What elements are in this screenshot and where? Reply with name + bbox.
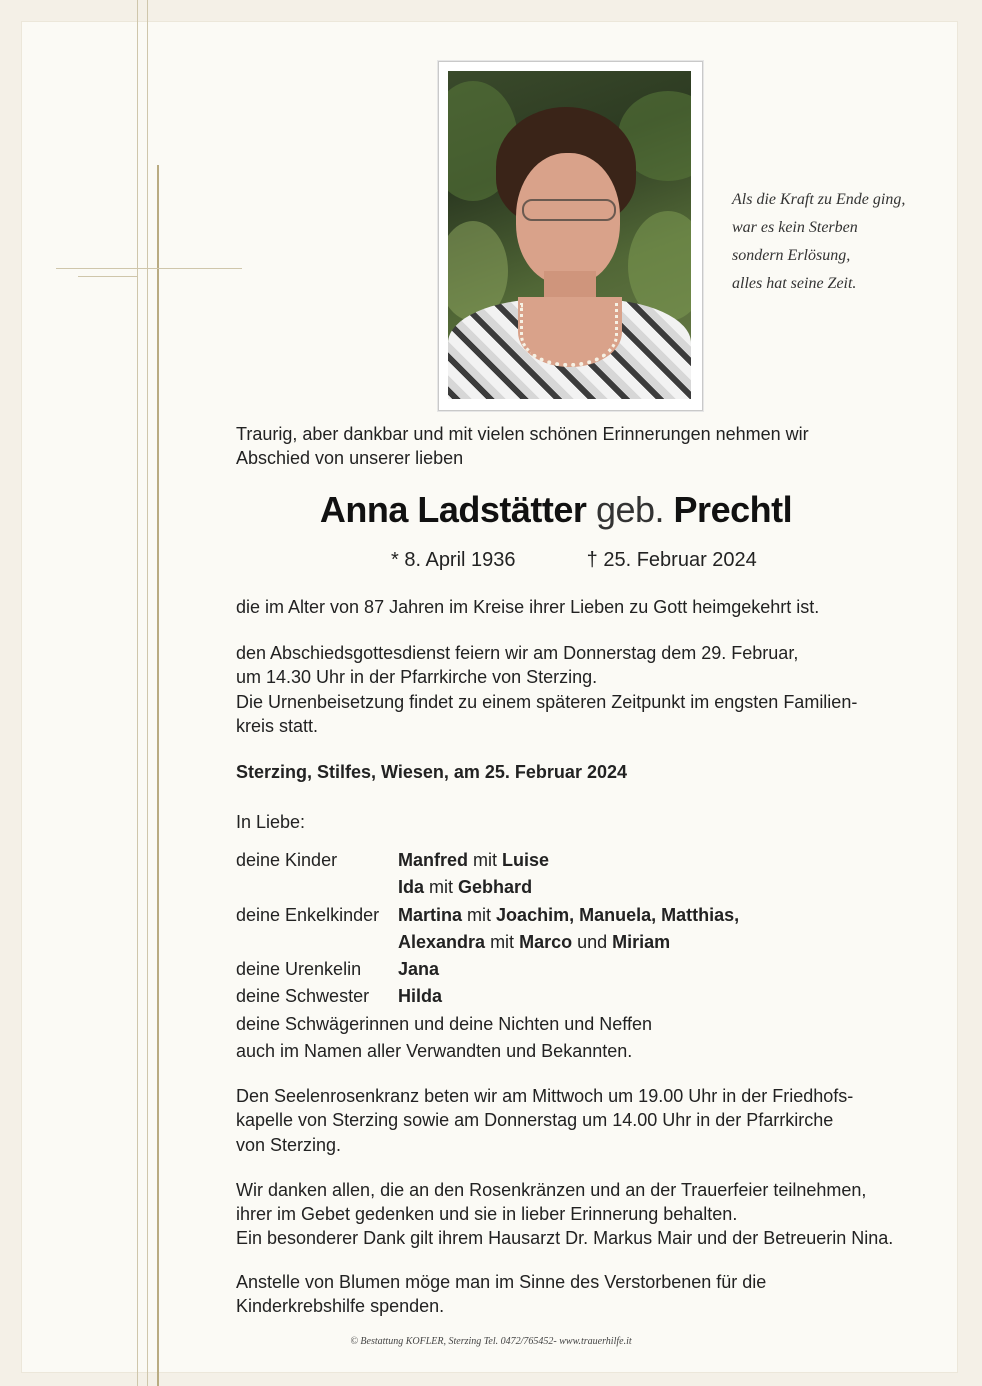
family-name: Alexandra xyxy=(398,932,486,952)
deceased-first-name: Anna Ladstätter xyxy=(319,489,587,530)
family-row-enkel-2 xyxy=(236,929,670,956)
family-connector: und xyxy=(577,932,608,952)
cross-vertical-line xyxy=(157,165,159,1386)
thanks-line: Wir danken allen, die an den Rosenkränzen und an der Trauerfeier teilnehmen, xyxy=(236,1180,867,1200)
cross-horizontal-line xyxy=(56,268,242,269)
family-name: Luise xyxy=(502,850,550,870)
service-line: den Abschiedsgottesdienst feiern wir am Donnerstag dem 29. Februar, xyxy=(236,643,799,663)
family-name: Ida xyxy=(398,877,425,897)
thanks-line: ihrer im Gebet gedenken und sie in lieber Erinnerung behalten. xyxy=(236,1204,738,1224)
death-date: † 25. Februar 2024 xyxy=(586,549,757,571)
family-row-schwester xyxy=(236,983,442,1010)
life-dates xyxy=(391,548,757,573)
rosary-line: von Sterzing. xyxy=(236,1135,342,1155)
service-line: um 14.30 Uhr in der Pfarrkirche von Sterzing. xyxy=(236,667,598,687)
family-connector: mit xyxy=(467,905,492,925)
family-name: Miriam xyxy=(612,932,671,952)
family-role: deine Schwester xyxy=(236,986,370,1006)
flowers-line: Anstelle von Blumen möge man im Sinne des Verstorbenen für die xyxy=(236,1272,767,1292)
geb-label: geb. xyxy=(595,489,665,530)
border-line-left-2 xyxy=(147,0,148,1386)
intro-line: Traurig, aber dankbar und mit vielen schönen Erinnerungen nehmen wir xyxy=(236,424,809,444)
family-row-enkel xyxy=(236,902,739,929)
poem-line: alles hat seine Zeit. xyxy=(732,275,857,292)
border-line-left xyxy=(137,0,138,1386)
poem-line: Als die Kraft zu Ende ging, xyxy=(732,191,906,208)
family-line: deine Schwägerinnen und deine Nichten und Neffen xyxy=(236,1014,652,1034)
family-name: Joachim, Manuela, Matthias, xyxy=(496,905,740,925)
birth-date: * 8. April 1936 xyxy=(391,549,516,571)
family-row-kinder xyxy=(236,847,549,874)
family-connector: mit xyxy=(473,850,498,870)
family-role: deine Urenkelin xyxy=(236,959,362,979)
intro-line: Abschied von unserer lieben xyxy=(236,448,464,468)
family-connector: mit xyxy=(490,932,515,952)
funeral-home-footer: © Bestattung KOFLER, Sterzing Tel. 0472/765452- www.trauerhilfe.it xyxy=(350,1336,632,1347)
portrait-frame xyxy=(438,61,703,411)
cross-horizontal-line-2 xyxy=(78,276,138,277)
service-line: Die Urnenbeisetzung findet zu einem späteren Zeitpunkt im engsten Familien- xyxy=(236,692,858,712)
thanks-line: Ein besonderer Dank gilt ihrem Hausarzt Dr. Markus Mair und der Betreuerin Nina. xyxy=(236,1228,894,1248)
family-row-kinder-2 xyxy=(236,874,532,901)
family-name: Marco xyxy=(519,932,573,952)
poem-line: sondern Erlösung, xyxy=(732,247,851,264)
family-name: Martina xyxy=(398,905,463,925)
portrait-photo xyxy=(448,71,691,399)
flowers-line: Kinderkrebshilfe spenden. xyxy=(236,1296,445,1316)
in-love-label: In Liebe: xyxy=(236,812,306,832)
rosary-line: kapelle von Sterzing sowie am Donnerstag um 14.00 Uhr in der Pfarrkirche xyxy=(236,1110,834,1130)
family-row-urenkel xyxy=(236,956,439,983)
family-name: Manfred xyxy=(398,850,469,870)
family-connector: mit xyxy=(429,877,454,897)
memorial-poem xyxy=(732,186,942,298)
family-role: deine Kinder xyxy=(236,850,338,870)
deceased-name xyxy=(0,490,982,530)
family-name: Gebhard xyxy=(458,877,533,897)
age-line: die im Alter von 87 Jahren im Kreise ihrer Lieben zu Gott heimgekehrt ist. xyxy=(236,597,820,617)
service-line: kreis statt. xyxy=(236,716,319,736)
place-date: Sterzing, Stilfes, Wiesen, am 25. Februar 2024 xyxy=(236,762,627,782)
family-name: Hilda xyxy=(398,986,443,1006)
deceased-maiden-name: Prechtl xyxy=(673,489,793,530)
family-role: deine Enkelkinder xyxy=(236,905,380,925)
family-line: auch im Namen aller Verwandten und Bekannten. xyxy=(236,1041,633,1061)
rosary-line: Den Seelenrosenkranz beten wir am Mittwoch um 19.00 Uhr in der Friedhofs- xyxy=(236,1086,854,1106)
poem-line: war es kein Sterben xyxy=(732,219,858,236)
family-name: Jana xyxy=(398,959,440,979)
